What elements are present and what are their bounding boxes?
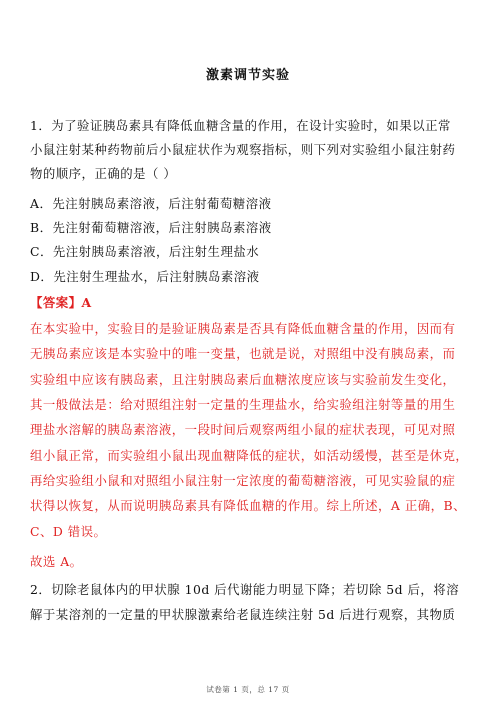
explanation-line: 理盐水溶解的胰岛素溶液，一段时间后观察两组小鼠的症状表现，可见对照 bbox=[30, 422, 456, 437]
explanation-line: 实验组中应该有胰岛素，且注射胰岛素后血糖浓度应该与实验前发生变化， bbox=[30, 372, 456, 387]
page-footer: 试卷第 1 页，总 17 页 bbox=[206, 685, 290, 694]
explanation-line: C、D 错误。 bbox=[30, 524, 107, 539]
option-d: D．先注射生理盐水，后注射胰岛素溶液 bbox=[30, 269, 260, 284]
answer-label: 【答案】A bbox=[30, 295, 92, 310]
question-1-stem-line: 小鼠注射某种药物前后小鼠症状作为观察指标，则下列对实验组小鼠注射药 bbox=[30, 142, 456, 157]
question-2-stem-line: 2．切除老鼠体内的甲状腺 10d 后代谢能力明显下降；若切除 5d 后，将溶 bbox=[30, 582, 460, 597]
explanation-line: 无胰岛素应该是本实验中的唯一变量，也就是说，对照组中没有胰岛素，而 bbox=[30, 346, 456, 361]
option-b: B．先注射葡萄糖溶液，后注射胰岛素溶液 bbox=[30, 220, 272, 235]
question-1-stem-line: 1．为了验证胰岛素具有降低血糖含量的作用，在设计实验时，如果以正常 bbox=[30, 118, 451, 133]
question-1-stem-line: 物的顺序，正确的是（ ） bbox=[30, 166, 177, 181]
document-title: 激素调节实验 bbox=[205, 68, 290, 83]
option-c: C．先注射胰岛素溶液，后注射生理盐水 bbox=[30, 244, 260, 259]
answer-conclusion: 故选 A。 bbox=[30, 554, 83, 569]
option-a: A．先注射胰岛素溶液，后注射葡萄糖溶液 bbox=[30, 196, 272, 211]
explanation-line: 状得以恢复，从而说明胰岛素具有降低血糖的作用。综上所述，A 正确，B、 bbox=[30, 498, 466, 513]
explanation-line: 其一般做法是：给对照组注射一定量的生理盐水，给实验组注射等量的用生 bbox=[30, 397, 456, 412]
question-2-stem-line: 解于某溶剂的一定量的甲状腺激素给老鼠连续注射 5d 后进行观察，其物质 bbox=[30, 607, 456, 622]
explanation-line: 在本实验中，实验目的是验证胰岛素是否具有降低血糖含量的作用，因而有 bbox=[30, 321, 456, 336]
explanation-line: 组小鼠正常，而实验组小鼠出现血糖降低的症状，如活动缓慢，甚至是休克， bbox=[30, 448, 469, 463]
explanation-line: 再给实验组小鼠和对照组小鼠注射一定浓度的葡萄糖溶液，可见实验鼠的症 bbox=[30, 473, 456, 488]
